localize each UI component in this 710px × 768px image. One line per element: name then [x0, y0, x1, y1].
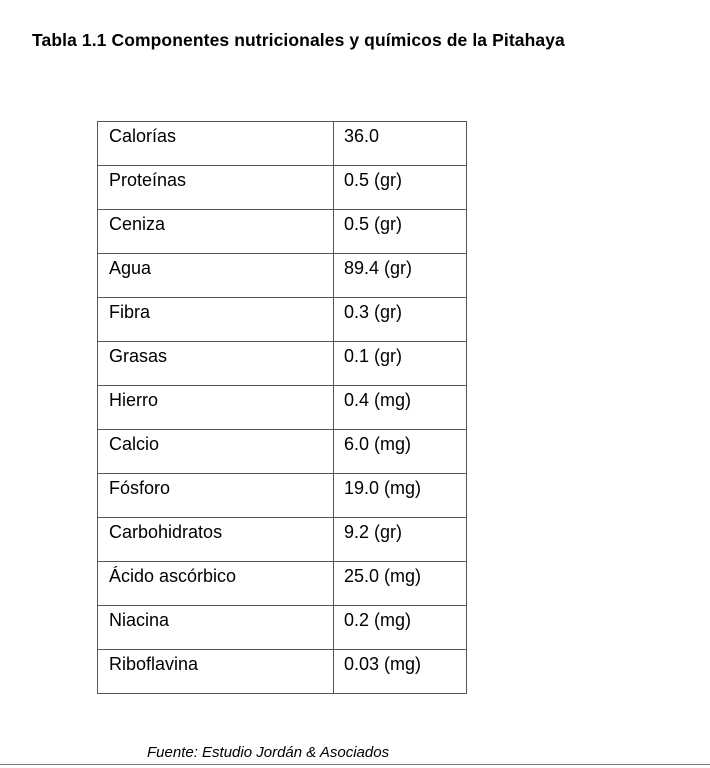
component-value-cell: 0.5 (gr)	[334, 166, 467, 210]
nutrition-table	[97, 121, 467, 694]
component-name-cell: Calorías	[98, 122, 334, 166]
table-row	[98, 122, 467, 166]
source-note: Fuente: Estudio Jordán & Asociados	[147, 744, 390, 761]
table-row	[98, 562, 467, 606]
component-value-cell: 0.03 (mg)	[334, 650, 467, 694]
table-row	[98, 386, 467, 430]
component-name-cell: Ceniza	[98, 210, 334, 254]
component-value-cell: 6.0 (mg)	[334, 430, 467, 474]
table-row	[98, 606, 467, 650]
component-value-cell: 0.2 (mg)	[334, 606, 467, 650]
component-value-cell: 9.2 (gr)	[334, 518, 467, 562]
table-row	[98, 210, 467, 254]
component-name-cell: Agua	[98, 254, 334, 298]
page-title: Tabla 1.1 Componentes nutricionales y químicos de la Pitahaya	[32, 30, 565, 50]
component-name-cell: Ácido ascórbico	[98, 562, 334, 606]
table-row	[98, 430, 467, 474]
component-value-cell: 0.4 (mg)	[334, 386, 467, 430]
component-name-cell: Calcio	[98, 430, 334, 474]
table-row	[98, 650, 467, 694]
table-row	[98, 342, 467, 386]
component-name-cell: Hierro	[98, 386, 334, 430]
component-name-cell: Niacina	[98, 606, 334, 650]
component-name-cell: Proteínas	[98, 166, 334, 210]
table-row	[98, 474, 467, 518]
component-name-cell: Grasas	[98, 342, 334, 386]
component-name-cell: Fibra	[98, 298, 334, 342]
component-value-cell: 89.4 (gr)	[334, 254, 467, 298]
table-row	[98, 254, 467, 298]
component-value-cell: 0.5 (gr)	[334, 210, 467, 254]
page-divider	[0, 764, 710, 765]
component-value-cell: 0.1 (gr)	[334, 342, 467, 386]
table-row	[98, 298, 467, 342]
table-row	[98, 518, 467, 562]
component-name-cell: Carbohidratos	[98, 518, 334, 562]
component-name-cell: Fósforo	[98, 474, 334, 518]
component-value-cell: 36.0	[334, 122, 467, 166]
component-value-cell: 0.3 (gr)	[334, 298, 467, 342]
component-value-cell: 25.0 (mg)	[334, 562, 467, 606]
table-row	[98, 166, 467, 210]
component-value-cell: 19.0 (mg)	[334, 474, 467, 518]
component-name-cell: Riboflavina	[98, 650, 334, 694]
